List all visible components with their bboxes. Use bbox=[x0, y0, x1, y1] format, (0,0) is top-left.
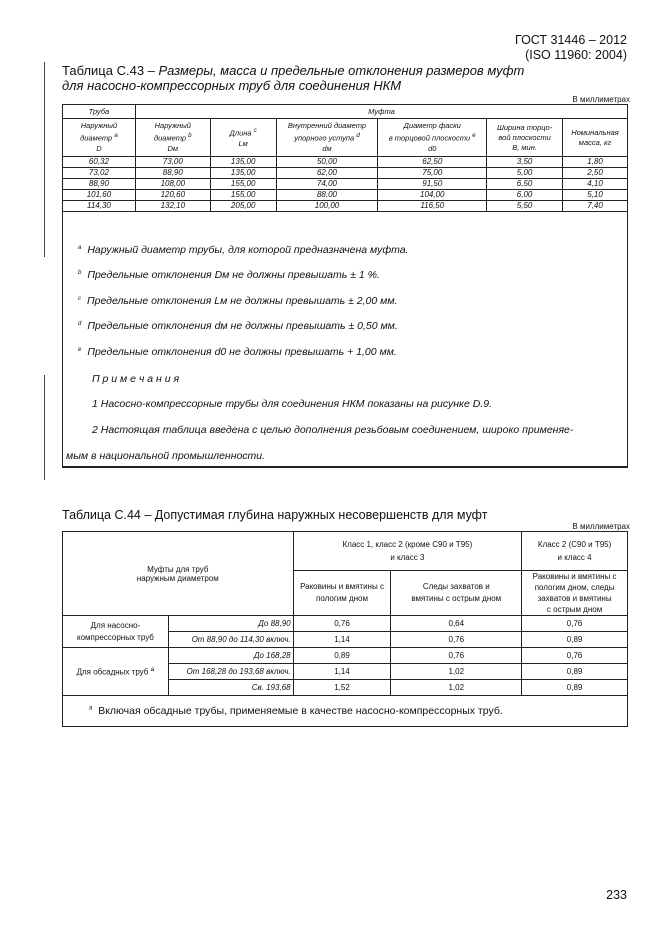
cell: 6,50 bbox=[487, 179, 563, 190]
col-length: Длина $^c$ Lм bbox=[210, 119, 276, 157]
table43-title: Таблица С.43 – Размеры, масса и предельные отклонения размеров муфт bbox=[62, 63, 525, 78]
cell: 0,89 bbox=[522, 680, 628, 696]
cell: 88,90 bbox=[63, 179, 136, 190]
note-2: 2 Настоящая таблица введена с целью дополнения резьбовым соединением, широко применяе- bbox=[92, 424, 574, 436]
cell: 0,76 bbox=[522, 616, 628, 632]
corner-header: Муфты для труб наружным диаметром bbox=[63, 532, 294, 616]
cell: 88,00 bbox=[276, 190, 378, 201]
cell: 73,00 bbox=[135, 157, 210, 168]
col-inner-diameter: Внутренний диаметр упорного уступа $^d$ dм bbox=[276, 119, 378, 157]
cell: 135,00 bbox=[210, 157, 276, 168]
cell: 4,10 bbox=[563, 179, 628, 190]
cell: 155,00 bbox=[210, 190, 276, 201]
group-pipe-header: Труба bbox=[63, 105, 136, 119]
table-row bbox=[63, 201, 628, 212]
cell: 108,00 bbox=[135, 179, 210, 190]
cell: 1,80 bbox=[563, 157, 628, 168]
cell: От 168,28 до 193,68 включ. bbox=[168, 664, 293, 680]
cell: 1,02 bbox=[391, 664, 522, 680]
cell: 75,00 bbox=[378, 168, 487, 179]
cell: 62,00 bbox=[276, 168, 378, 179]
cell: 0,76 bbox=[391, 632, 522, 648]
cell: 0,76 bbox=[293, 616, 391, 632]
cell: 205,00 bbox=[210, 201, 276, 212]
table43-units: В миллиметрах bbox=[572, 95, 630, 104]
iso-reference: (ISO 11960: 2004) bbox=[525, 48, 627, 62]
cell: 5,00 bbox=[487, 168, 563, 179]
margin-line bbox=[44, 62, 45, 257]
cell: 0,89 bbox=[293, 648, 391, 664]
sub-header-grip-marks: Следы захватов и вмятины с острым дном bbox=[391, 571, 522, 616]
cell: 132,10 bbox=[135, 201, 210, 212]
cell: 1,52 bbox=[293, 680, 391, 696]
table-row bbox=[63, 168, 628, 179]
table44-footnote: $^a$ Включая обсадные трубы, применяемые в качестве насосно-компрессорных труб. bbox=[63, 696, 628, 727]
cell: До 88,90 bbox=[168, 616, 293, 632]
col-outer-diameter-pipe: Наружный диаметр $^a$ D bbox=[63, 119, 136, 157]
table44 bbox=[62, 531, 628, 727]
cell: 0,76 bbox=[522, 648, 628, 664]
cell: 0,89 bbox=[522, 664, 628, 680]
page-number: 233 bbox=[606, 888, 627, 902]
group-casing: Для обсадных труб $^a$ bbox=[63, 648, 169, 696]
note-1: 1 Насосно-компрессорные трубы для соединения НКМ показаны на рисунке D.9. bbox=[92, 398, 493, 410]
footnote-c: $^c$ Предельные отклонения Lм не должны превышать ± 2,00 мм. bbox=[78, 295, 398, 307]
table44-title: Таблица С.44 – Допустимая глубина наружных несовершенств для муфт bbox=[62, 508, 488, 522]
cell: 116,50 bbox=[378, 201, 487, 212]
footnote-a: $^a$ Наружный диаметр трубы, для которой предназначена муфта. bbox=[78, 244, 409, 256]
cell: 74,00 bbox=[276, 179, 378, 190]
cell: 114,30 bbox=[63, 201, 136, 212]
group-coupling-header: Муфта bbox=[135, 105, 627, 119]
margin-line bbox=[44, 375, 45, 480]
note-2-continued: мым в национальной промышленности. bbox=[66, 450, 266, 462]
cell: 91,50 bbox=[378, 179, 487, 190]
cell: 101,60 bbox=[63, 190, 136, 201]
cell: 62,50 bbox=[378, 157, 487, 168]
cell: 5,50 bbox=[487, 201, 563, 212]
cell: 2,50 bbox=[563, 168, 628, 179]
col-face-width: Ширина торцо- вой плоскости B, мин. bbox=[487, 119, 563, 157]
table-row bbox=[63, 648, 628, 664]
cell: 5,10 bbox=[563, 190, 628, 201]
table-row bbox=[63, 616, 628, 632]
cell: 155,00 bbox=[210, 179, 276, 190]
cell: 50,00 bbox=[276, 157, 378, 168]
col-chamfer-diameter: Диаметр фаски в торцовой плоскости $^e$ d0 bbox=[378, 119, 487, 157]
notes-title: П р и м е ч а н и я bbox=[92, 373, 180, 385]
cell: 0,76 bbox=[391, 648, 522, 664]
table-row bbox=[63, 179, 628, 190]
class1-header: Класс 1, класс 2 (кроме С90 и Т95) и класс 3 bbox=[293, 532, 522, 571]
table43 bbox=[62, 104, 628, 468]
footnote-e: $^e$ Предельные отклонения d0 не должны превышать + 1,00 мм. bbox=[78, 346, 397, 358]
col-outer-diameter-coupling: Наружный диаметр $^b$ Dм bbox=[135, 119, 210, 157]
table-row bbox=[63, 157, 628, 168]
cell: 1,14 bbox=[293, 632, 391, 648]
cell: 6,00 bbox=[487, 190, 563, 201]
cell: 88,90 bbox=[135, 168, 210, 179]
cell: От 88,90 до 114,30 включ. bbox=[168, 632, 293, 648]
cell: 120,60 bbox=[135, 190, 210, 201]
class2-header: Класс 2 (С90 и Т95) и класс 4 bbox=[522, 532, 628, 571]
table43-title-line2: для насосно-компрессорных труб для соединения НКМ bbox=[62, 78, 402, 93]
footnote-d: $^d$ Предельные отклонения dм не должны превышать ± 0,50 мм. bbox=[78, 320, 398, 332]
table44-units: В миллиметрах bbox=[572, 522, 630, 531]
cell: 7,40 bbox=[563, 201, 628, 212]
cell: 3,50 bbox=[487, 157, 563, 168]
standard-number: ГОСТ 31446 – 2012 bbox=[515, 33, 627, 47]
cell: 1,14 bbox=[293, 664, 391, 680]
col-mass: Номинальная масса, кг bbox=[563, 119, 628, 157]
group-tubing: Для насосно- компрессорных труб bbox=[63, 616, 169, 648]
sub-header-pits-flat: Раковины и вмятины с пологим дном bbox=[293, 571, 391, 616]
cell: 104,00 bbox=[378, 190, 487, 201]
cell: До 168,28 bbox=[168, 648, 293, 664]
table-row bbox=[63, 190, 628, 201]
cell: 0,89 bbox=[522, 632, 628, 648]
cell: Св. 193,68 bbox=[168, 680, 293, 696]
cell: 73,02 bbox=[63, 168, 136, 179]
sub-header-all-defects: Раковины и вмятины с пологим дном, следы захватов и вмятины с острым дном bbox=[522, 571, 628, 616]
cell: 0,64 bbox=[391, 616, 522, 632]
footnote-b: $^b$ Предельные отклонения Dм не должны превышать ± 1 %. bbox=[78, 269, 380, 281]
cell: 60,32 bbox=[63, 157, 136, 168]
cell: 135,00 bbox=[210, 168, 276, 179]
cell: 100,00 bbox=[276, 201, 378, 212]
cell: 1,02 bbox=[391, 680, 522, 696]
